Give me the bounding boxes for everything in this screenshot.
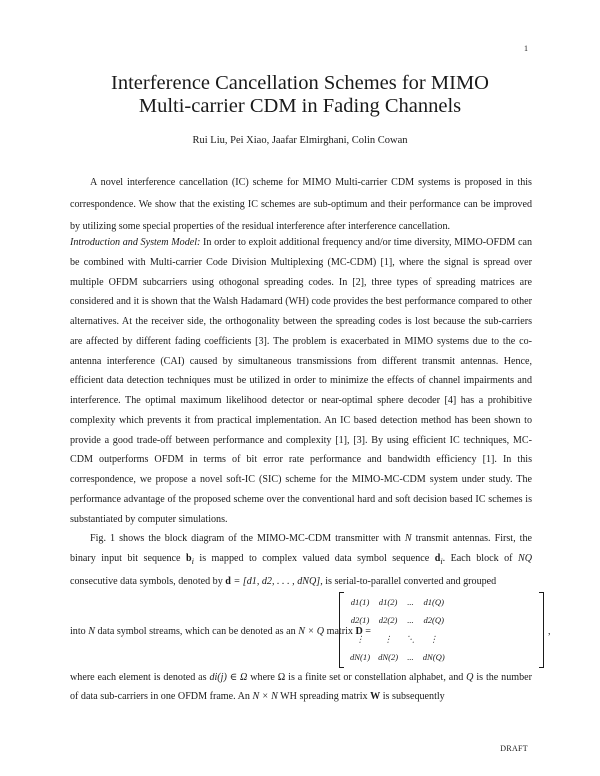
body-text <box>70 233 551 707</box>
title-line-2: Multi-carrier CDM in Fading Channels <box>138 95 462 117</box>
matrix-row: d1(1) d1(2) ... d1(Q) <box>350 596 444 607</box>
element-paragraph: where each element is denoted as di(j) ∈ Ω where Ω is a finite set or constellation alphabet, and Q is the number of data sub-carriers in one OFDM frame. An N × N WH spreading matrix W is subsequently <box>70 671 532 703</box>
matrix-row: d2(1) d2(2) ... d2(Q) <box>350 615 444 626</box>
matrix-row: dN(1) dN(2) ... dN(Q) <box>350 652 445 663</box>
intro-heading: Introduction and System Model: <box>70 237 201 248</box>
draft-footer: DRAFT <box>500 744 528 753</box>
system-paragraph: Fig. 1 shows the block diagram of the MIMO-MC-CDM transmitter with N transmit antennas. First, the binary input bit sequence $b_i$ is mapped to complex valued data symbol sequence $d_i$. Each block of NQ consecutive data symbols, denoted by d = [d1, d2, . . . , dNQ], is serial-to-parallel converted and grouped <box>70 533 533 587</box>
abstract: A novel interference cancellation (IC) scheme for MIMO Multi-carrier CDM systems is proposed in this correspondence. We show that the existing IC schemes are sub-optimum and their performance can be improved by utilizing some special properties of the residual interference after interference cancellation. <box>70 177 532 232</box>
matrix-row: ⋮ ⋮ ⋱ ⋮ <box>355 633 438 644</box>
matrix-D <box>339 592 544 668</box>
intro-paragraph <box>70 233 532 529</box>
page-number: 1 <box>524 44 528 53</box>
matrix-table <box>346 593 449 667</box>
title-line-1: Interference Cancellation Schemes for MIMO <box>111 72 489 94</box>
authors: Rui Liu, Pei Xiao, Jaafar Elmirghani, Colin Cowan <box>192 135 408 146</box>
matrix-prefix: into N data symbol streams, which can be denoted as an N × Q matrix D = <box>70 625 371 637</box>
matrix-equation-line <box>70 592 551 668</box>
matrix-comma: , <box>548 625 551 637</box>
intro-body: In order to exploit additional frequency and/or time diversity, MIMO-OFDM can be combined with Multi-carrier Code Division Multiplexing (MC-CDM) [1], where the signal is spread over multiple OFDM subcarriers using othogonal spreading codes. In [2], three types of spreading matrices are considered and it is shown that the Walsh Hadamard (WH) code provides the best performance compared to other alternatives. At the receiver side, the orthogonality between the spreading codes is lost because the sub-carriers are affected by different fading coefficients [3]. The problem is exacerbated in MIMO systems due to the co-antenna interference (CAI) caused by simultaneous transmissions from different transmit antennas. Hence, efficient data detection techniques must be utilized in order to minimize the effects of channel impairments and interference. The optimal maximum likelihood detector or near-optimal sphere decoder [4] has a prohibitive complexity which prevents it from practical implementation. An IC based detection method has been shown to provide a good trade-off between performance and complexity [1], [3]. By using efficient IC techniques, MC-CDM outperforms OFDM in terms of bit error rate performance and bandwidth efficiency [1]. In this correspondence, we propose a novel soft-IC (SIC) scheme for the MIMO-MC-CDM system under study. The performance advantage of the proposed scheme over the conventional hard and soft decision based IC schemes is substantiated by computer simulations. <box>70 237 532 525</box>
paper-title <box>0 72 600 118</box>
